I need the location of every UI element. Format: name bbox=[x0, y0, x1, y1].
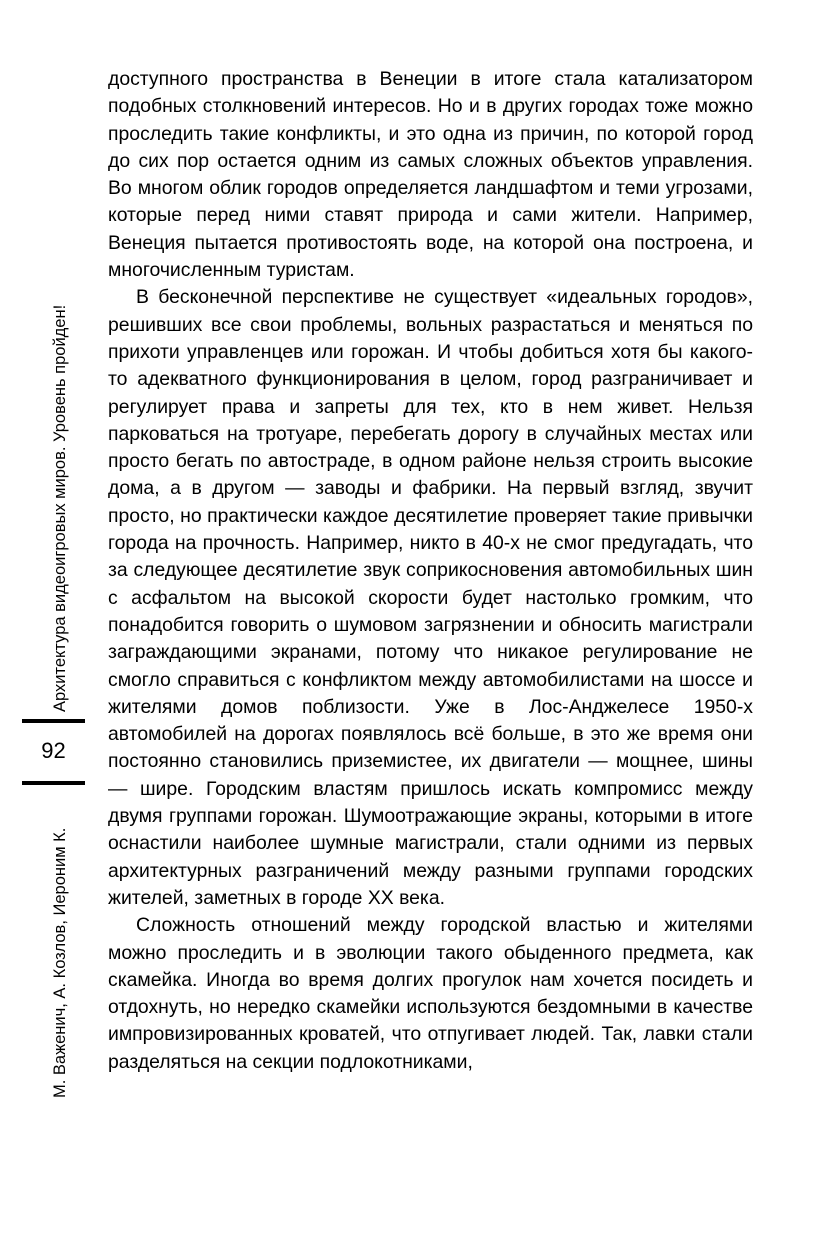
folio-rule-top bbox=[22, 719, 85, 723]
running-head-title-container bbox=[50, 305, 70, 712]
running-head-authors: М. Важенич, А. Козлов, Иероним К. bbox=[51, 827, 69, 1098]
running-head-title: Архитектура видеоигровых миров. Уровень пройден! bbox=[51, 304, 69, 712]
running-head-authors-container bbox=[50, 828, 70, 1098]
body-paragraph: доступного пространства в Венеции в итоге стала катализатором подобных столкновений интересов. Но и в других городах тоже можно проследить такие конфликты, и это одна из причин, по которой город до сих пор остается одним из самых сложных объектов управления. Во многом облик городов определяется ландшафтом и теми угрозами, которые перед ними ставят природа и сами жители. Например, Венеция пытается противостоять воде, на которой она построена, и многочисленным туристам. bbox=[108, 68, 753, 282]
folio-rule-bottom bbox=[22, 781, 85, 785]
running-head-sidebar bbox=[0, 0, 108, 1252]
body-paragraph: В бесконечной перспективе не существует «идеальных городов», решивших все свои проблемы, вольных разрастаться и меняться по прихоти управленцев или горожан. И чтобы добиться хотя бы какого-то адекватного функционирования в целом, город разграничивает и регулирует права и запреты для тех, кто в нем живет. Нельзя парковаться на тротуаре, перебегать дорогу в случайных местах или просто бегать по автостраде, в одном районе нельзя строить высокие дома, а в другом — заводы и фабрики. На первый взгляд, звучит просто, но практически каждое десятилетие проверяет такие привычки города на прочность. Например, никто в 40-х не смог предугадать, что за следующее десятилетие звук соприкосновения автомобильных шин с асфальтом на высокой скорости будет настолько громким, что понадобится говорить о шумовом загрязнении и обносить магистрали заграждающими экранами, потому что никакое регулирование не смогло справиться с конфликтом между автомобилистами на шоссе и жителями домов поблизости. Уже в Лос-Анджелесе 1950-х автомобилей на дорогах появлялось всё больше, в это же время они постоянно становились приземистее, их двигатели — мощнее, шины — шире. Городским властям пришлось искать компромисс между двумя группами горожан. Шумоотражающие экраны, которыми в итоге оснастили наиболее шумные магистрали, стали одними из первых архитектурных разграничений между разными группами городских жителей, заметных в городе XX века. bbox=[108, 286, 753, 909]
page-number: 92 bbox=[41, 738, 66, 763]
body-text-column bbox=[108, 66, 753, 1076]
body-paragraph: Сложность отношений между городской властью и жителями можно проследить и в эволюции такого обыденного предмета, как скамейка. Иногда во время долгих прогулок нам хочется посидеть и отдохнуть, но нередко скамейки используются бездомными в качестве импровизированных кроватей, что отпугивает людей. Так, лавки стали разделяться на секции подлокотниками, bbox=[108, 914, 753, 1073]
